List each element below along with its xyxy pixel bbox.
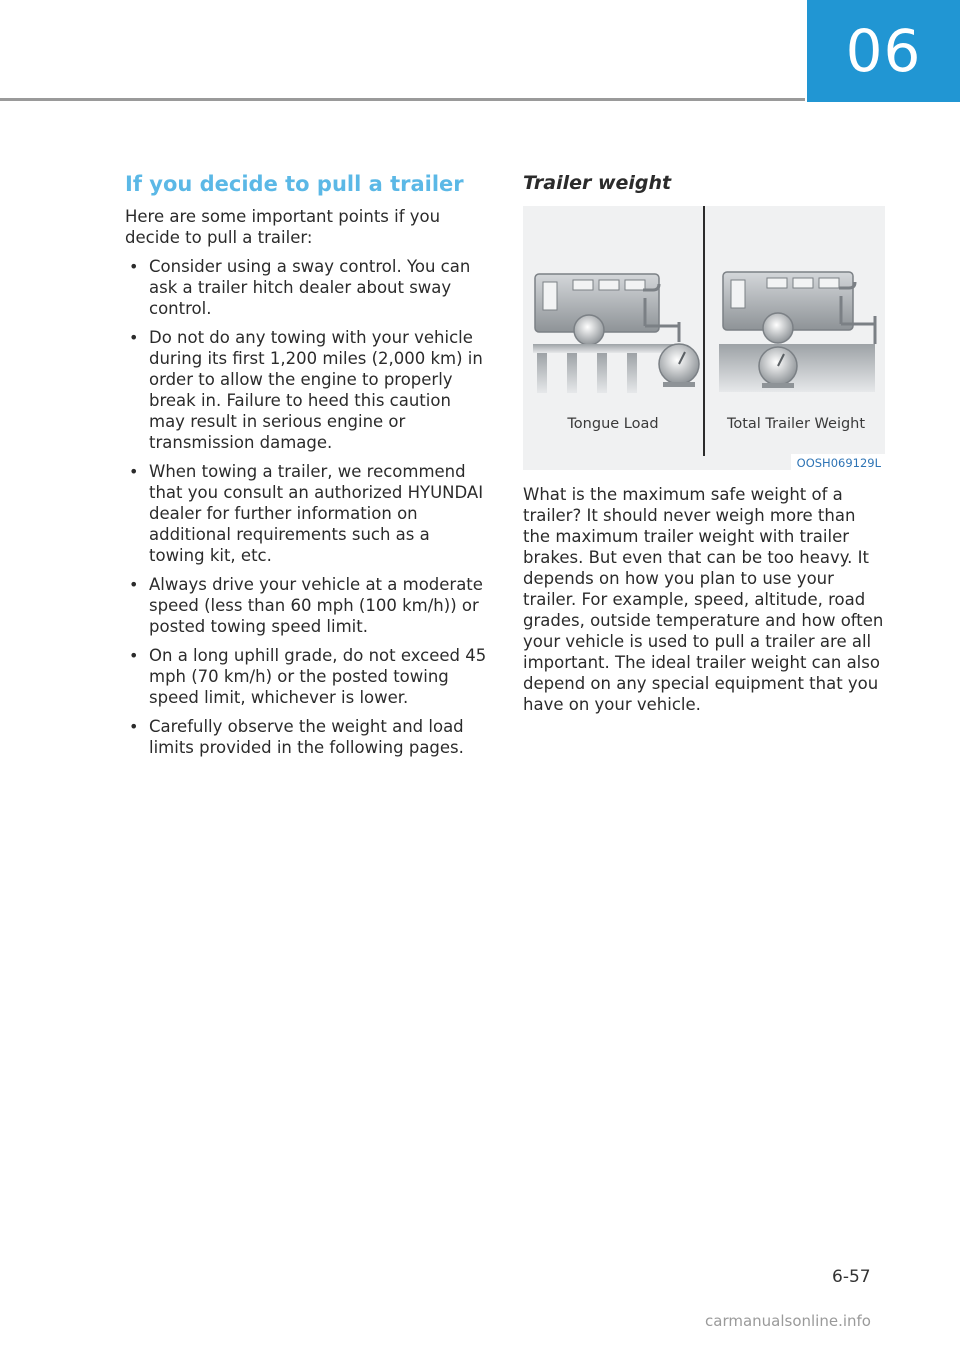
trailer-weight-figure	[523, 206, 885, 470]
bullet-text: Consider using a sway control. You can ask a trailer hitch dealer about sway control.	[149, 257, 471, 318]
trailer-window	[819, 278, 839, 288]
bullet-dot: •	[129, 328, 139, 347]
bullet-item	[125, 574, 487, 637]
trailer-door	[543, 282, 557, 310]
stand-top	[533, 344, 673, 353]
bullet-dot: •	[129, 717, 139, 736]
trailer-wheel	[574, 315, 604, 345]
tongue-load-scene	[533, 274, 699, 393]
bullet-text: When towing a trailer, we recommend that you consult an authorized HYUNDAI dealer for further information on additional requirements such as a towing kit, etc.	[149, 462, 484, 565]
figure-code: OOSH069129L	[791, 454, 885, 470]
bullet-item	[125, 327, 487, 453]
total-weight-scene	[719, 272, 875, 392]
bullet-dot: •	[129, 462, 139, 481]
header-rule	[0, 98, 805, 101]
page-number: 6-57	[832, 1267, 871, 1287]
intro-paragraph: Here are some important points if you decide to pull a trailer:	[125, 207, 441, 247]
chapter-number: 06	[845, 17, 922, 85]
caption-tongue-load: Tongue Load	[567, 416, 659, 432]
bullet-dot: •	[129, 575, 139, 594]
trailer-weight-paragraph: What is the maximum safe weight of a trailer? It should never weigh more than the maximum trailer weight with trailer brakes. But even that can be too heavy. It depends on how you plan to use your trailer. For example, speed, altitude, road grades, outside temperature and how often your vehicle is used to pull a trailer are all important. The ideal trailer weight can also depend on any special equipment that you have on your vehicle.	[523, 485, 884, 714]
trailer-window	[625, 280, 645, 290]
bullet-item	[125, 256, 487, 319]
trailer-window	[767, 278, 787, 288]
chapter-tab	[807, 0, 960, 102]
subsection-title: Trailer weight	[523, 172, 672, 194]
trailer-door	[731, 280, 745, 308]
section-title: If you decide to pull a trailer	[125, 172, 464, 196]
stand-leg	[537, 353, 547, 393]
stand-leg	[567, 353, 577, 393]
watermark: carmanualsonline.info	[705, 1312, 871, 1330]
right-column	[523, 172, 885, 723]
bullet-text: On a long uphill grade, do not exceed 45 mph (70 km/h) or the posted towing speed limit, whichever is lower.	[149, 646, 487, 707]
caption-total-trailer-weight: Total Trailer Weight	[726, 416, 866, 432]
bullet-text: Always drive your vehicle at a moderate speed (less than 60 mph (100 km/h)) or posted towing speed limit.	[149, 575, 483, 636]
bullet-text: Do not do any towing with your vehicle during its first 1,200 miles (2,000 km) in order to allow the engine to properly break in. Failure to heed this caution may result in serious engine or transmission damage.	[149, 328, 483, 452]
bullet-item	[125, 645, 487, 708]
trailer-window	[599, 280, 619, 290]
bullet-item	[125, 716, 487, 758]
bullet-item	[125, 461, 487, 566]
bullet-list	[125, 256, 487, 758]
trailer-wheel	[763, 313, 793, 343]
trailer-window	[573, 280, 593, 290]
left-column	[125, 172, 487, 766]
trailer-window	[793, 278, 813, 288]
bullet-dot: •	[129, 257, 139, 276]
bullet-dot: •	[129, 646, 139, 665]
bullet-text: Carefully observe the weight and load limits provided in the following pages.	[149, 717, 464, 757]
stand-leg	[627, 353, 637, 393]
stand-leg	[597, 353, 607, 393]
